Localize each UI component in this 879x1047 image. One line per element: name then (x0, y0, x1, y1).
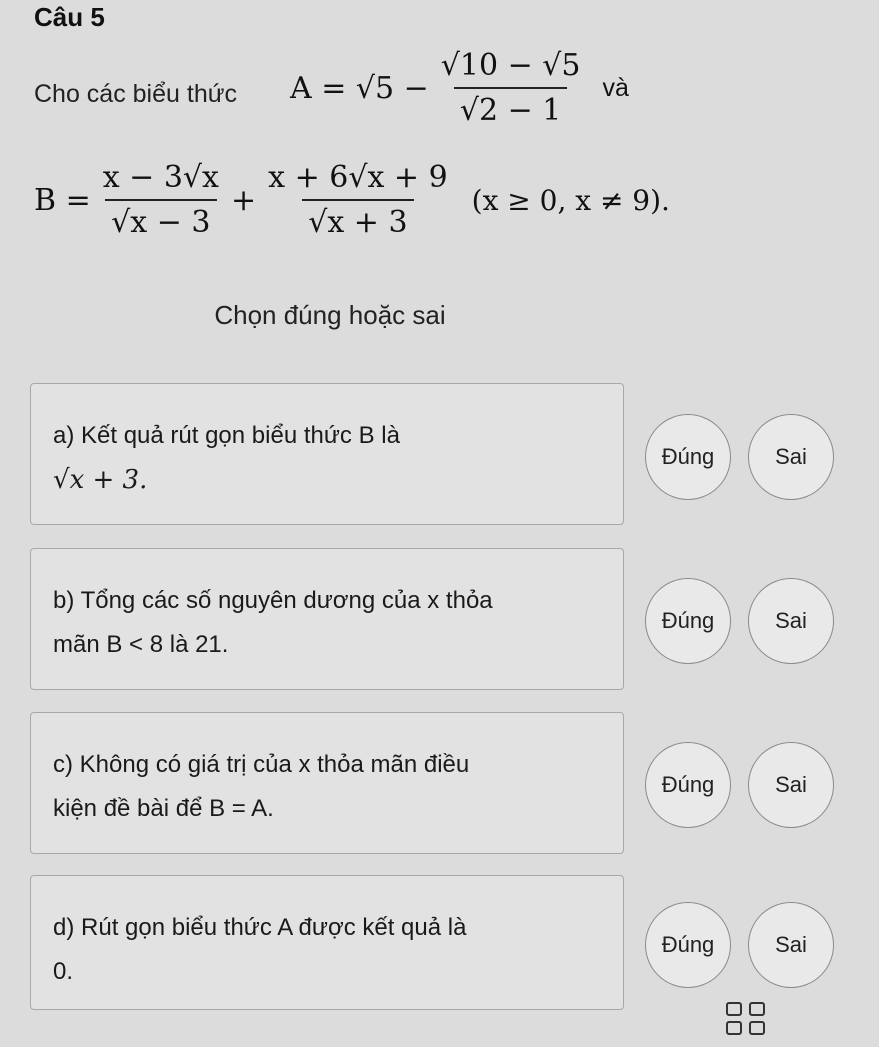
statement-d-line-1: d) Rút gọn biểu thức A được kết quả là (53, 914, 467, 941)
false-button-a[interactable]: Sai (748, 414, 834, 500)
true-button-a[interactable]: Đúng (645, 414, 731, 500)
expression-a (290, 48, 629, 128)
statement-card-c (30, 712, 624, 854)
true-button-c[interactable]: Đúng (645, 742, 731, 828)
grid-cell-icon (749, 1002, 765, 1016)
expression-b (34, 160, 670, 240)
statement-d-line-2: 0. (53, 958, 74, 985)
grid-cell-icon (726, 1002, 742, 1016)
expression-a-lhs: A = √5 − (290, 70, 429, 106)
statement-a-line-2: √x + 3. (53, 465, 148, 495)
question-title: Câu 5 (34, 2, 105, 32)
intro-text: Cho các biểu thức (34, 80, 237, 108)
statement-b-line-1: b) Tổng các số nguyên dương của x thỏa (53, 587, 493, 614)
true-button-b[interactable]: Đúng (645, 578, 731, 664)
expression-a-denominator: √2 − 1 (454, 87, 568, 128)
expression-a-numerator: √10 − √5 (440, 48, 581, 83)
false-button-d[interactable]: Sai (748, 902, 834, 988)
false-button-c[interactable]: Sai (748, 742, 834, 828)
statement-c-line-1: c) Không có giá trị của x thỏa mãn điều (53, 751, 470, 778)
expression-b-fraction-1 (97, 160, 225, 240)
statement-card-a (30, 383, 624, 525)
expression-b-fraction-2-denominator: √x + 3 (302, 199, 413, 240)
true-button-d[interactable]: Đúng (645, 902, 731, 988)
grid-cell-icon (726, 1021, 742, 1035)
grid-cell-icon (749, 1021, 765, 1035)
grid-menu-icon[interactable] (726, 1002, 766, 1036)
conjunction-text: và (602, 73, 629, 102)
expression-b-fraction-2 (262, 160, 454, 240)
instruction-text: Chọn đúng hoặc sai (214, 300, 446, 330)
expression-a-fraction (435, 48, 587, 128)
plus-sign: + (230, 182, 257, 218)
false-button-b[interactable]: Sai (748, 578, 834, 664)
statement-text-d (53, 906, 623, 994)
expression-b-lhs: B = (34, 182, 91, 218)
expression-b-fraction-2-numerator: x + 6√x + 9 (268, 160, 448, 195)
statement-a-line-1: a) Kết quả rút gọn biểu thức B là (53, 422, 400, 449)
statement-b-line-2: mãn B < 8 là 21. (53, 631, 229, 658)
statement-card-d (30, 875, 624, 1010)
statement-text-c (53, 743, 623, 831)
statement-text-a (53, 414, 623, 502)
statement-text-b (53, 579, 623, 667)
expression-b-fraction-1-denominator: √x − 3 (105, 199, 216, 240)
expression-b-fraction-1-numerator: x − 3√x (102, 160, 219, 195)
statement-card-b (30, 548, 624, 690)
statement-c-line-2: kiện đề bài để B = A. (53, 795, 274, 822)
domain-condition: (x ≥ 0, x ≠ 9). (471, 183, 670, 217)
